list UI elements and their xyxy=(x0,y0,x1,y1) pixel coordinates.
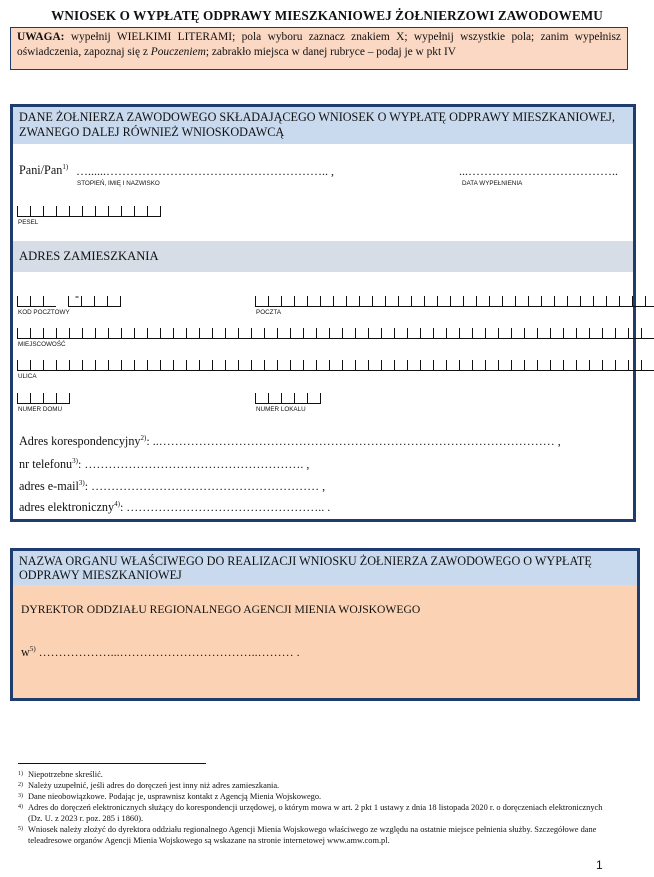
applicant-section-header: DANE ŻOŁNIERZA ZAWODOWEGO SKŁADAJĄCEGO WNIOSEK O WYPŁATĘ ODPRAWY MIESZKANIOWEJ, ZWANEGO DALEJ RÓWNIEŻ WNIOSKODAWCĄ xyxy=(13,107,633,144)
footnote-text: Należy uzupełnić, jeśli adres do doręczeń jest inny niż adres zamieszkania. xyxy=(28,781,280,790)
notice-text-2: ; zabrakło miejsca w danej rubryce – podaj je w pkt IV xyxy=(205,45,457,58)
miejscowosc-boxes[interactable] xyxy=(17,321,654,339)
authority-w-label: w xyxy=(21,645,30,660)
postal-code-caption: KOD POCZTOWY xyxy=(18,309,70,316)
notice-italic: Pouczeniem xyxy=(150,45,206,58)
koresp-row xyxy=(19,434,561,449)
house-number-caption: NUMER DOMU xyxy=(18,406,63,413)
phone-input[interactable]: : ………………………………………………. , xyxy=(77,457,310,472)
footnote-number: 2) xyxy=(18,782,23,788)
pesel-boxes[interactable] xyxy=(17,199,161,217)
notice-lead: UWAGA: xyxy=(17,31,65,43)
edelivery-sup: 4) xyxy=(114,500,120,508)
footnote-rule xyxy=(18,763,206,764)
email-row xyxy=(19,479,325,494)
postal-dash: - xyxy=(75,289,79,303)
pani-pan-label xyxy=(19,163,68,178)
house-number-boxes[interactable] xyxy=(17,386,70,404)
date-caption: DATA WYPEŁNIENIA xyxy=(462,180,523,187)
footnote-number: 5) xyxy=(18,826,23,832)
email-label: adres e-mail xyxy=(19,479,79,494)
pesel-caption: PESEL xyxy=(18,219,39,226)
footnote-number: 4) xyxy=(18,804,23,810)
footnotes xyxy=(18,769,618,846)
form-title: WNIOSEK O WYPŁATĘ ODPRAWY MIESZKANIOWEJ ŻOŁNIERZOWI ZAWODOWEMU xyxy=(51,8,603,23)
ulica-caption: ULICA xyxy=(18,373,37,380)
footnote-item xyxy=(18,802,618,824)
name-caption: STOPIEŃ, IMIĘ I NAZWISKO xyxy=(77,180,160,187)
koresp-label: Adres korespondencyjny xyxy=(19,434,141,449)
email-input[interactable]: : ………………………………………………… , xyxy=(84,479,326,494)
pani-pan-sup: 1) xyxy=(62,163,69,171)
date-input[interactable]: ...……………………………….. xyxy=(459,164,618,178)
footnote-number: 3) xyxy=(18,793,23,799)
phone-label: nr telefonu xyxy=(19,457,73,472)
edelivery-input[interactable]: : ………………………………………….. . xyxy=(119,500,331,515)
footnote-item xyxy=(18,769,618,780)
miejscowosc-caption: MIEJSCOWOŚĆ xyxy=(18,341,66,348)
koresp-sup: 2) xyxy=(140,434,147,442)
footnote-text: Adres do doręczeń elektronicznych służący do korespondencji urzędowej, o którym mowa w art. 2 pkt 1 ustawy z dnia 18 listopada 2020 r. o doręczeniach elektronicznych (Dz. U. z 2023 r. poz. 285 i 1860). xyxy=(28,803,603,823)
notice-text-1: wypełnij WIELKIMI LITERAMI; pola wyboru zaznacz znakiem X; wypełnij wszystkie pola; zanim wypełnisz oświadczenia, zapoznaj się z xyxy=(17,31,621,58)
notice-box xyxy=(10,27,628,70)
footnote-text: Wniosek należy złożyć do dyrektora oddziału regionalnego Agencji Mienia Wojskowego właściwego ze względu na ostatnie miejsce pełnienia służby. Szczegółowe dane teleadresowe organów Agencji Mienia Wojskowego są wskazane na stronie internetowej www.amw.com.pl. xyxy=(28,825,597,845)
applicant-section xyxy=(10,104,636,522)
authority-place-input[interactable]: ………………...……………………………..……… . xyxy=(35,645,300,660)
koresp-input[interactable]: : ..……………………………………………………………………………………… , xyxy=(146,434,561,449)
footnote-number: 1) xyxy=(18,771,23,777)
poczta-caption: POCZTA xyxy=(256,309,282,316)
authority-w-sup: 5) xyxy=(29,645,36,653)
phone-row xyxy=(19,457,309,472)
page-number: 1 xyxy=(596,858,603,872)
flat-number-boxes[interactable] xyxy=(255,386,321,404)
authority-header: NAZWA ORGANU WŁAŚCIWEGO DO REALIZACJI WNIOSKU ŻOŁNIERZA ZAWODOWEGO O WYPŁATĘ ODPRAWY MIESZKANIOWEJ xyxy=(13,551,637,585)
poczta-boxes[interactable] xyxy=(255,289,654,307)
email-sup: 3) xyxy=(78,479,85,487)
authority-name: DYREKTOR ODDZIAŁU REGIONALNEGO AGENCJI MIENIA WOJSKOWEGO xyxy=(21,603,421,616)
footnote-item xyxy=(18,780,618,791)
footnote-item xyxy=(18,824,618,846)
address-header: ADRES ZAMIESZKANIA xyxy=(13,241,633,272)
authority-section xyxy=(10,548,640,701)
authority-place-row xyxy=(21,645,300,660)
ulica-boxes[interactable] xyxy=(17,353,654,371)
edelivery-row xyxy=(19,500,330,515)
pani-pan-text: Pani/Pan xyxy=(19,163,63,178)
footnote-text: Niepotrzebne skreślić. xyxy=(28,770,103,779)
name-input[interactable]: …......……………………………………………….. , xyxy=(76,164,334,178)
edelivery-label: adres elektroniczny xyxy=(19,500,115,515)
postal-code-boxes[interactable] xyxy=(17,289,121,307)
footnote-item xyxy=(18,791,618,802)
phone-sup: 3) xyxy=(72,457,78,465)
footnote-text: Dane nieobowiązkowe. Podając je, usprawnisz kontakt z Agencją Mienia Wojskowego. xyxy=(28,792,322,801)
flat-number-caption: NUMER LOKALU xyxy=(256,406,306,413)
